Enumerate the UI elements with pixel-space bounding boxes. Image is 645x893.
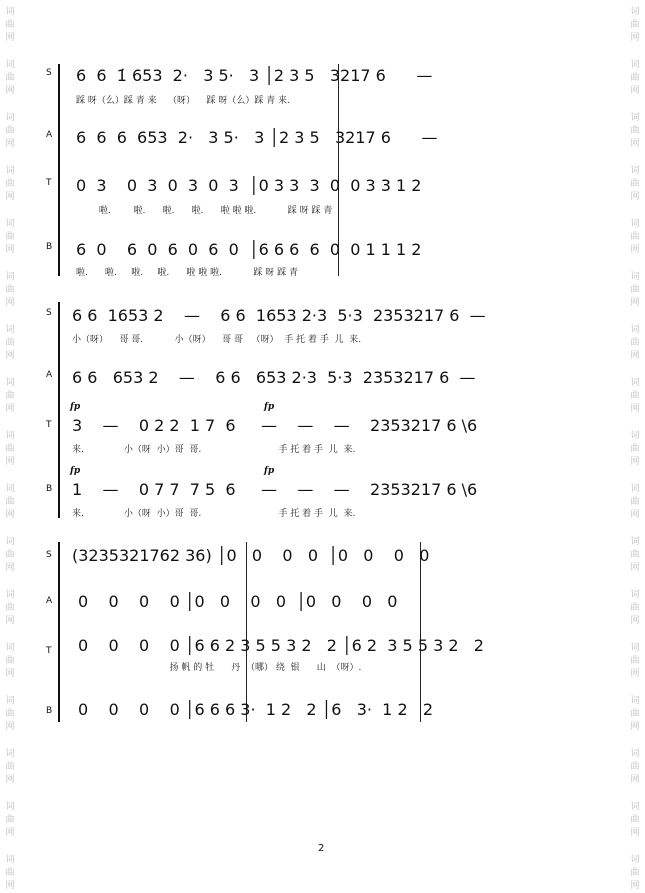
watermark-char: 曲 bbox=[5, 497, 15, 507]
watermark-char: 网 bbox=[630, 510, 640, 520]
part-label: T bbox=[46, 178, 52, 188]
part-label: S bbox=[46, 308, 52, 318]
watermark-char: 词 bbox=[630, 431, 640, 441]
dynamic-mark: fp bbox=[264, 466, 275, 476]
system-brace bbox=[58, 64, 60, 276]
watermark-char: 曲 bbox=[5, 232, 15, 242]
soprano-lyrics: 小（呀） 哥 哥. 小（呀） 哥 哥 （呀） 手 托 着 手 儿 来. bbox=[72, 335, 362, 345]
watermark-char: 网 bbox=[5, 775, 15, 785]
system-brace bbox=[58, 542, 60, 722]
watermark-char: 曲 bbox=[5, 391, 15, 401]
watermark-char: 曲 bbox=[630, 338, 640, 348]
part-label: B bbox=[46, 484, 53, 494]
watermark-char: 词 bbox=[5, 696, 15, 706]
watermark-char: 曲 bbox=[5, 338, 15, 348]
tenor-lyrics: 啦. 啦. 啦. 啦. 啦 啦 啦. 踩 呀 踩 青 bbox=[76, 206, 333, 216]
watermark-char: 词 bbox=[5, 855, 15, 865]
tenor-lyrics: 来. 小（呀 小）哥 哥. 手 托 着 手 儿 来. bbox=[72, 445, 356, 455]
watermark-char: 网 bbox=[630, 245, 640, 255]
watermark-group bbox=[2, 854, 18, 893]
dynamic-mark: fp bbox=[70, 402, 81, 412]
watermark-char: 网 bbox=[5, 457, 15, 467]
watermark-char: 网 bbox=[630, 669, 640, 679]
watermark-char: 曲 bbox=[5, 179, 15, 189]
watermark-char: 词 bbox=[630, 643, 640, 653]
watermark-char: 曲 bbox=[630, 603, 640, 613]
part-label: A bbox=[46, 130, 53, 140]
watermark-char: 网 bbox=[630, 192, 640, 202]
tenor-notes: 0 0 0 0 │6 6 2 3 5 5 3 2 2 │6 2 3 5 5 3 2 2 bbox=[78, 636, 484, 655]
watermark-char: 词 bbox=[630, 749, 640, 759]
watermark-char: 曲 bbox=[5, 815, 15, 825]
watermark-char: 网 bbox=[5, 139, 15, 149]
watermark-char: 词 bbox=[5, 272, 15, 282]
watermark-char: 曲 bbox=[630, 550, 640, 560]
alto-notes: 6 6 6 653 2· 3 5· 3 │2 3 5 3217 6 — bbox=[76, 128, 438, 147]
watermark-char: 词 bbox=[630, 7, 640, 17]
part-label: B bbox=[46, 242, 53, 252]
tenor-lyrics: 扬 帆 的 牡 丹 （哪） 绕 银 山 （呀）. bbox=[78, 663, 362, 673]
watermark-char: 词 bbox=[5, 60, 15, 70]
watermark-char: 网 bbox=[630, 563, 640, 573]
watermark-group bbox=[627, 801, 643, 840]
soprano-notes: (3235321762 36) │0 0 0 0 │0 0 0 0 bbox=[72, 546, 430, 565]
watermark-char: 网 bbox=[5, 245, 15, 255]
tenor-notes: 0 3 0 3 0 3 0 3 │0 3 3 3 0 0 3 3 1 2 bbox=[76, 176, 422, 195]
watermark-char: 网 bbox=[630, 404, 640, 414]
watermark-char: 网 bbox=[630, 616, 640, 626]
watermark-char: 曲 bbox=[5, 603, 15, 613]
watermark-group bbox=[2, 801, 18, 840]
watermark-char: 词 bbox=[630, 484, 640, 494]
watermark-char: 网 bbox=[5, 351, 15, 361]
soprano-lyrics: 踩 呀（么）踩 青 来 （呀） 踩 呀（么）踩 青 来. bbox=[76, 96, 290, 106]
dynamic-mark: fp bbox=[70, 466, 81, 476]
watermark-char: 网 bbox=[5, 881, 15, 891]
watermark-char: 网 bbox=[5, 510, 15, 520]
watermark-char: 网 bbox=[5, 192, 15, 202]
watermark-char: 曲 bbox=[630, 391, 640, 401]
watermark-char: 曲 bbox=[630, 868, 640, 878]
watermark-char: 曲 bbox=[630, 815, 640, 825]
watermark-char: 曲 bbox=[5, 73, 15, 83]
part-label: S bbox=[46, 68, 52, 78]
bass-lyrics: 啦. 啦. 啦. 啦. 啦 啦 啦. 踩 呀 踩 青 bbox=[76, 268, 299, 278]
part-label: S bbox=[46, 550, 52, 560]
watermark-char: 词 bbox=[630, 272, 640, 282]
watermark-char: 曲 bbox=[630, 497, 640, 507]
watermark-char: 词 bbox=[5, 113, 15, 123]
watermark-char: 网 bbox=[630, 775, 640, 785]
watermark-char: 网 bbox=[630, 139, 640, 149]
watermark-char: 词 bbox=[5, 802, 15, 812]
watermark-char: 词 bbox=[5, 484, 15, 494]
watermark-char: 词 bbox=[5, 219, 15, 229]
watermark-group bbox=[627, 854, 643, 893]
watermark-char: 网 bbox=[630, 298, 640, 308]
watermark-group bbox=[2, 6, 18, 45]
bass-lyrics: 来. 小（呀 小）哥 哥. 手 托 着 手 儿 来. bbox=[72, 509, 356, 519]
watermark-char: 网 bbox=[630, 351, 640, 361]
watermark-char: 曲 bbox=[630, 20, 640, 30]
watermark-char: 词 bbox=[630, 219, 640, 229]
page-number: 2 bbox=[318, 843, 325, 854]
watermark-char: 曲 bbox=[630, 656, 640, 666]
watermark-char: 网 bbox=[630, 722, 640, 732]
watermark-char: 网 bbox=[5, 722, 15, 732]
watermark-char: 词 bbox=[5, 7, 15, 17]
watermark-char: 曲 bbox=[630, 762, 640, 772]
watermark-char: 曲 bbox=[5, 285, 15, 295]
watermark-char: 词 bbox=[630, 855, 640, 865]
watermark-char: 曲 bbox=[630, 285, 640, 295]
part-label: T bbox=[46, 646, 52, 656]
watermark-char: 词 bbox=[5, 590, 15, 600]
watermark-char: 曲 bbox=[5, 709, 15, 719]
watermark-char: 曲 bbox=[630, 126, 640, 136]
watermark-char: 曲 bbox=[5, 868, 15, 878]
watermark-char: 网 bbox=[5, 828, 15, 838]
watermark-char: 曲 bbox=[5, 444, 15, 454]
watermark-char: 词 bbox=[630, 166, 640, 176]
watermark-char: 网 bbox=[5, 616, 15, 626]
watermark-char: 词 bbox=[630, 325, 640, 335]
watermark-char: 词 bbox=[5, 378, 15, 388]
part-label: T bbox=[46, 420, 52, 430]
watermark-char: 网 bbox=[630, 86, 640, 96]
barline bbox=[246, 542, 247, 722]
score-system-2 bbox=[0, 298, 645, 523]
watermark-char: 网 bbox=[630, 457, 640, 467]
part-label: B bbox=[46, 706, 53, 716]
watermark-char: 网 bbox=[630, 33, 640, 43]
watermark-char: 词 bbox=[630, 537, 640, 547]
watermark-char: 网 bbox=[5, 33, 15, 43]
watermark-char: 曲 bbox=[5, 550, 15, 560]
watermark-char: 网 bbox=[5, 86, 15, 96]
system-brace bbox=[58, 302, 60, 518]
watermark-group bbox=[627, 748, 643, 787]
watermark-char: 网 bbox=[5, 298, 15, 308]
alto-notes: 0 0 0 0 │0 0 0 0 │0 0 0 0 bbox=[78, 592, 398, 611]
alto-notes: 6 6 653 2 — 6 6 653 2·3 5·3 2353217 6 — bbox=[72, 368, 476, 387]
watermark-char: 曲 bbox=[630, 709, 640, 719]
watermark-char: 曲 bbox=[5, 656, 15, 666]
score-system-1 bbox=[0, 60, 645, 280]
watermark-group bbox=[2, 748, 18, 787]
part-label: A bbox=[46, 370, 53, 380]
watermark-char: 词 bbox=[630, 696, 640, 706]
watermark-char: 词 bbox=[630, 590, 640, 600]
watermark-char: 曲 bbox=[5, 126, 15, 136]
watermark-char: 曲 bbox=[630, 179, 640, 189]
watermark-char: 词 bbox=[5, 749, 15, 759]
watermark-char: 词 bbox=[5, 325, 15, 335]
watermark-char: 词 bbox=[630, 60, 640, 70]
watermark-char: 曲 bbox=[630, 232, 640, 242]
bass-notes: 0 0 0 0 │6 6 6 3· 1 2 2 │6 3· 1 2 2 bbox=[78, 700, 434, 719]
watermark-char: 网 bbox=[5, 563, 15, 573]
watermark-char: 词 bbox=[5, 643, 15, 653]
soprano-notes: 6 6 1653 2 — 6 6 1653 2·3 5·3 2353217 6 — bbox=[72, 306, 486, 325]
watermark-char: 网 bbox=[5, 404, 15, 414]
watermark-char: 网 bbox=[5, 669, 15, 679]
watermark-char: 曲 bbox=[5, 20, 15, 30]
score-system-3 bbox=[0, 540, 645, 725]
dynamic-mark: fp bbox=[264, 402, 275, 412]
watermark-char: 词 bbox=[630, 113, 640, 123]
bass-notes: 1 — 0 7 7 7 5 6 — — — 2353217 6 \6 bbox=[72, 480, 478, 499]
bass-notes: 6 0 6 0 6 0 6 0 │6 6 6 6 0 0 1 1 1 2 bbox=[76, 240, 422, 259]
watermark-char: 网 bbox=[630, 828, 640, 838]
watermark-char: 网 bbox=[630, 881, 640, 891]
watermark-char: 词 bbox=[630, 802, 640, 812]
watermark-char: 词 bbox=[5, 166, 15, 176]
watermark-group bbox=[627, 6, 643, 45]
watermark-char: 词 bbox=[630, 378, 640, 388]
barline bbox=[420, 542, 421, 722]
watermark-char: 曲 bbox=[630, 444, 640, 454]
part-label: A bbox=[46, 596, 53, 606]
watermark-char: 曲 bbox=[5, 762, 15, 772]
tenor-notes: 3 — 0 2 2 1 7 6 — — — 2353217 6 \6 bbox=[72, 416, 478, 435]
watermark-char: 词 bbox=[5, 537, 15, 547]
watermark-char: 词 bbox=[5, 431, 15, 441]
soprano-notes: 6 6 1̇ 653 2· 3 5· 3 │2 3 5 3217 6 — bbox=[76, 66, 433, 85]
watermark-char: 曲 bbox=[630, 73, 640, 83]
